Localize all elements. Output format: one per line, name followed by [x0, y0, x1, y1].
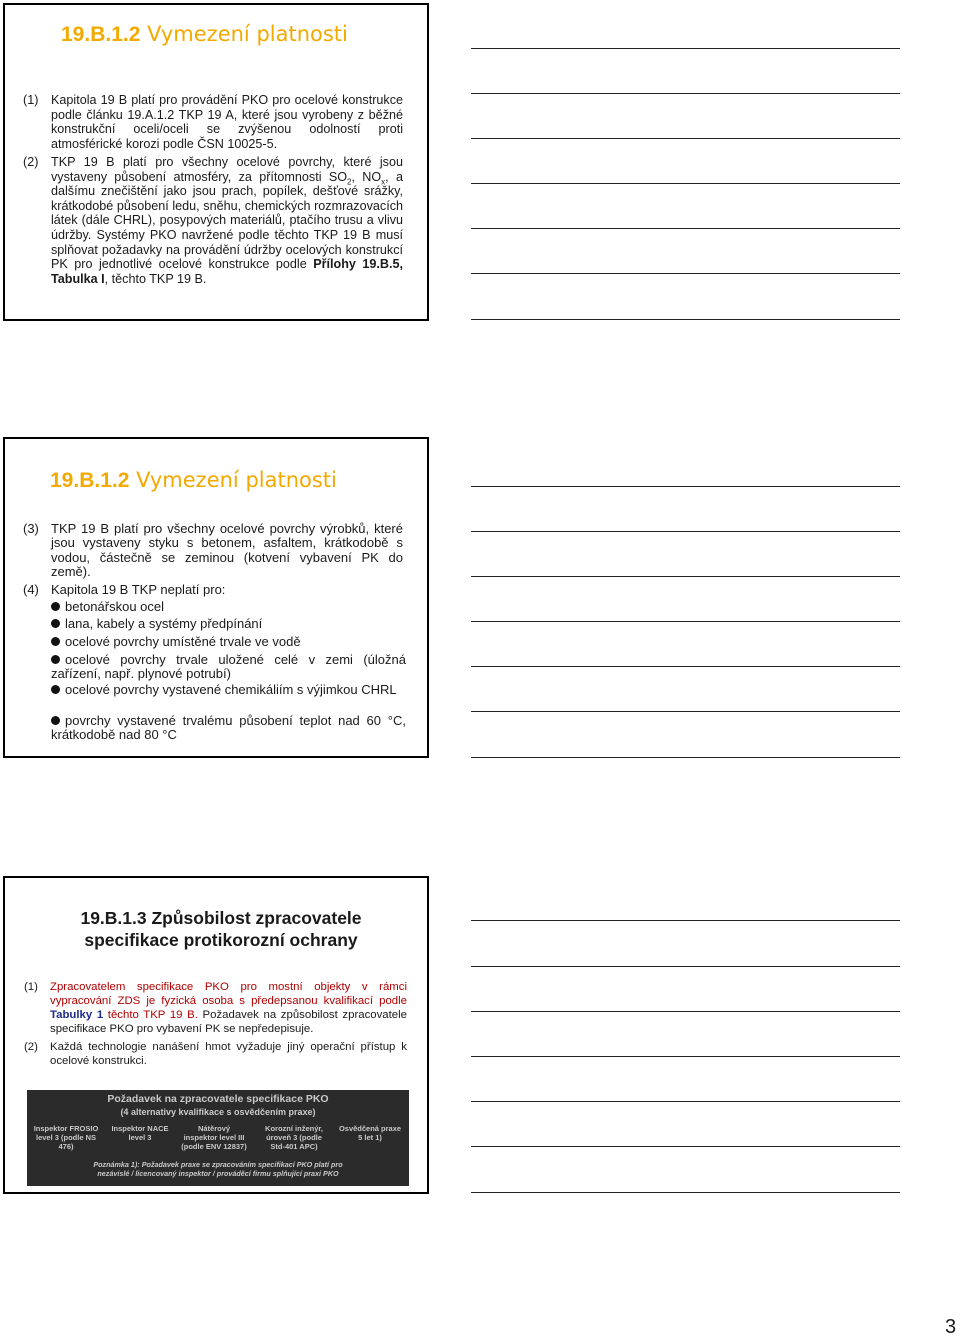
note-line: [471, 93, 900, 94]
paragraph-6: (2) Každá technologie nanášení hmot vyžaduje jiný operační přístup k ocelové konstrukci.: [24, 1041, 407, 1067]
diagram-box: Korozní inženýr, úroveň 3 (podle Std-401 APC): [265, 1124, 323, 1151]
diagram-box: Inspektor FROSIO level 3 (podle NS 476): [33, 1124, 99, 1151]
list-item: ocelové povrchy umístěné trvale ve vodě: [51, 635, 406, 649]
diagram-box: Inspektor NACE level 3: [111, 1124, 169, 1142]
note-line: [471, 531, 900, 532]
bullet-icon: [51, 619, 60, 628]
note-line: [471, 228, 900, 229]
note-line: [471, 711, 900, 712]
page-number: 3: [945, 1316, 957, 1338]
note-line: [471, 138, 900, 139]
bullet-icon: [51, 602, 60, 611]
paragraph-1: (1) Kapitola 19 B platí pro provádění PKO pro ocelové konstrukce podle článku 19.A.1.2 TKP 19 A, které jsou vyrobeny z běžné konstrukční oceli/oceli se zvýšenou odolností proti atmosférické korozi podle ČSN 10025-5.: [23, 93, 403, 151]
note-line: [471, 757, 900, 758]
note-line: [471, 966, 900, 967]
diagram-caption: Poznámka 1): Požadavek praxe se zpracováním specifikací PKO platí pro: [93, 1160, 343, 1169]
note-line: [471, 319, 900, 320]
list-item: betonářskou ocel: [51, 600, 406, 614]
note-line: [471, 1056, 900, 1057]
bullet-icon: [51, 637, 60, 646]
diagram-header: Požadavek na zpracovatele specifikace PKO: [107, 1093, 329, 1105]
paragraph-3: (3) TKP 19 B platí pro všechny ocelové povrchy výrobků, které jsou vystaveny styku s betonem, asfaltem, krátkodobě s vodou, částečně se zeminou (kotvení vybavení PK do země).: [23, 521, 403, 580]
bullet-icon: [51, 716, 60, 725]
paragraph-4: (4) Kapitola 19 B TKP neplatí pro:: [23, 582, 226, 597]
note-line: [471, 666, 900, 667]
note-line: [471, 486, 900, 487]
list-item: lana, kabely a systémy předpínání: [51, 617, 406, 631]
list-item: povrchy vystavené trvalému působení teplot nad 60 °C, krátkodobě nad 80 °C: [51, 713, 406, 743]
note-line: [471, 48, 900, 49]
note-line: [471, 1192, 900, 1193]
note-line: [471, 920, 900, 921]
list-item: ocelové povrchy trvale uložené celé v zemi (úložná zařízení, např. plynové potrubí): [51, 652, 406, 682]
note-line: [471, 183, 900, 184]
paragraph-2: (2) TKP 19 B platí pro všechny ocelové povrchy, které jsou vystaveny působení atmosféry, za přítomnosti $SO_2$, $NO_x$, a dalšímu znečištění jako jsou prach, popílek, dešťové srážky, krátkodobé působení ledu, sněhu, chemických rozmrazovacích látek (dále CHRL), posypových materiálů, ptačího trusu a vlivu údržby. Systémy PKO navržené podle těchto TKP 19 B musí splňovat požadavky na provádění údržby ocelových konstrukcí PK pro jednotlivé ocelové konstrukce podle Přílohy 19.B.5, Tabulka I, těchto TKP 19 B.: [23, 155, 403, 286]
diagram-caption: nezávislé / licencovaný inspektor / prováděcí firmu splňující praxi PKO: [97, 1169, 339, 1178]
paragraph-5: (1) Zpracovatelem specifikace PKO pro mostní objekty v rámci vypracování ZDS je fyzická osoba s předepsanou kvalifikací podle Tabulky 1 těchto TKP 19 B. Požadavek na způsobilost zpracovatele specifikace PKO pro vybavení PK se nepředepisuje.: [24, 981, 407, 1035]
qualification-diagram: [27, 1090, 409, 1186]
slide1-title: 19.B.1.2 Vymezení platnosti: [61, 22, 348, 46]
bullet-icon: [51, 685, 60, 694]
diagram-box: Osvědčená praxe 5 let 1): [338, 1124, 402, 1142]
slide3-title: 19.B.1.3 Způsobilost zpracovatele specifikace protikorozní ochrany: [80, 908, 362, 950]
note-line: [471, 1011, 900, 1012]
note-line: [471, 621, 900, 622]
bullet-icon: [51, 655, 60, 664]
note-line: [471, 273, 900, 274]
slide2-title: 19.B.1.2 Vymezení platnosti: [50, 468, 337, 492]
list-item: ocelové povrchy vystavené chemikáliím s výjimkou CHRL: [51, 683, 406, 697]
note-line: [471, 576, 900, 577]
diagram-box: Nátěrový inspektor level III (podle ENV 12837): [181, 1124, 247, 1151]
diagram-subheader: (4 alternativy kvalifikace s osvědčením praxe): [120, 1107, 316, 1117]
note-line: [471, 1101, 900, 1102]
note-line: [471, 1146, 900, 1147]
